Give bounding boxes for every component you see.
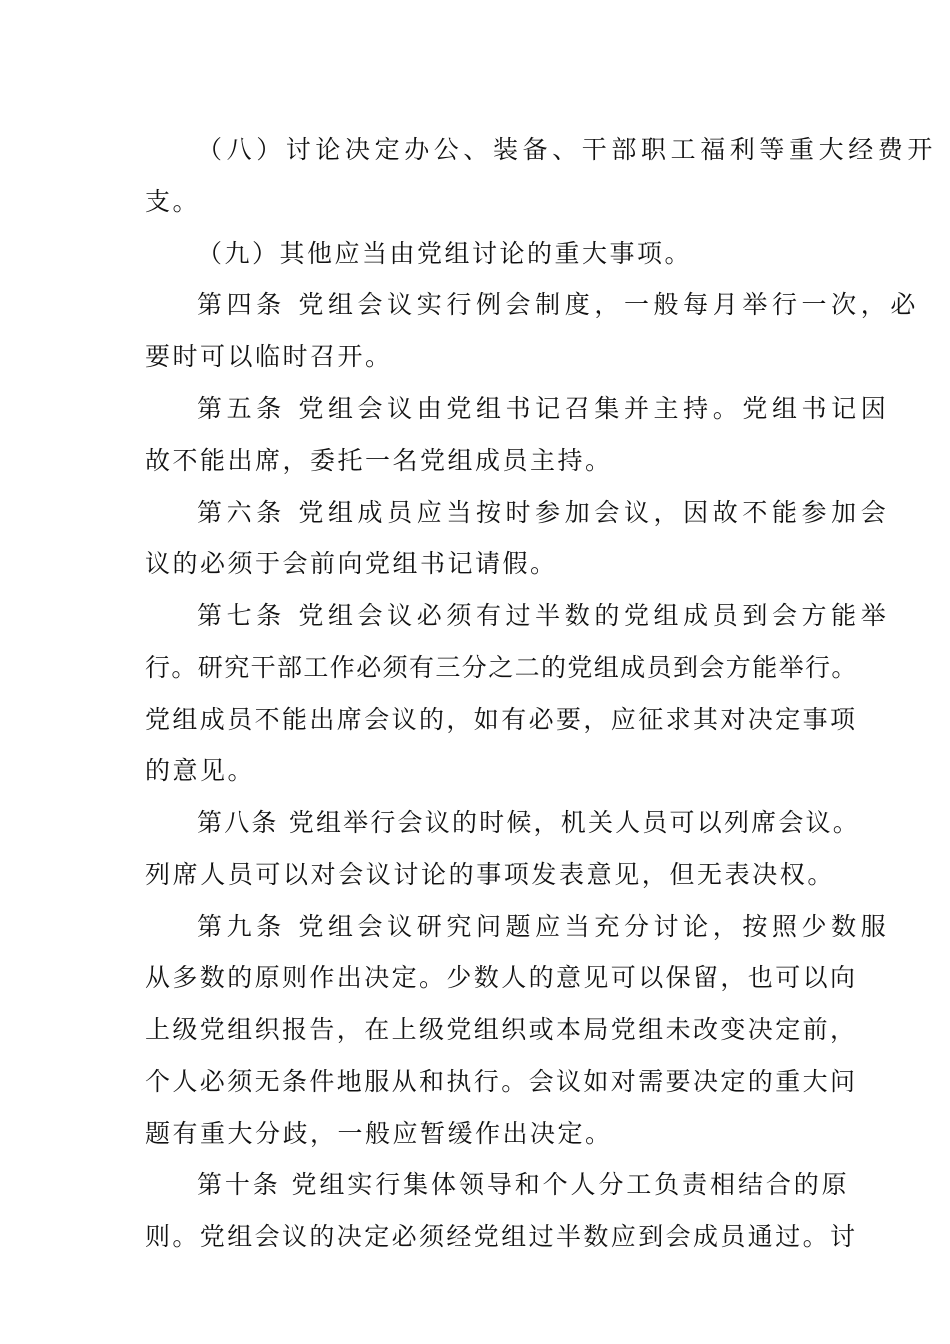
text-line: 要时可以临时召开。: [145, 342, 393, 371]
text-line: 第七条 党组会议必须有过半数的党组成员到会方能举: [197, 601, 891, 630]
text-line: 个人必须无条件地服从和执行。会议如对需要决定的重大问: [145, 1067, 858, 1096]
text-line: 行。研究干部工作必须有三分之二的党组成员到会方能举行。: [145, 653, 858, 682]
text-line: 议的必须于会前向党组书记请假。: [145, 549, 558, 578]
text-line: 第八条 党组举行会议的时候，机关人员可以列席会议。: [197, 808, 860, 837]
text-line: 第六条 党组成员应当按时参加会议，因故不能参加会: [197, 498, 891, 527]
text-line: （八）讨论决定办公、装备、干部职工福利等重大经费开: [197, 135, 938, 164]
text-line: 支。: [145, 187, 201, 216]
text-line: 题有重大分歧，一般应暂缓作出决定。: [145, 1119, 613, 1148]
text-line: 的意见。: [145, 756, 256, 785]
text-line: 第十条 党组实行集体领导和个人分工负责相结合的原: [197, 1170, 850, 1199]
text-line: 第九条 党组会议研究问题应当充分讨论，按照少数服: [197, 912, 891, 941]
text-line: （九）其他应当由党组讨论的重大事项。: [197, 239, 693, 268]
text-line: 第五条 党组会议由党组书记召集并主持。党组书记因: [197, 394, 891, 423]
text-line: 党组成员不能出席会议的，如有必要，应征求其对决定事项: [145, 705, 858, 734]
text-line: 故不能出席，委托一名党组成员主持。: [145, 446, 613, 475]
text-line: 第四条 党组会议实行例会制度，一般每月举行一次，必: [197, 290, 920, 319]
text-line: 列席人员可以对会议讨论的事项发表意见，但无表决权。: [145, 860, 836, 889]
text-line: 从多数的原则作出决定。少数人的意见可以保留，也可以向: [145, 963, 858, 992]
text-line: 上级党组织报告，在上级党组织或本局党组未改变决定前，: [145, 1015, 858, 1044]
text-line: 则。党组会议的决定必须经党组过半数应到会成员通过。讨: [145, 1222, 858, 1251]
